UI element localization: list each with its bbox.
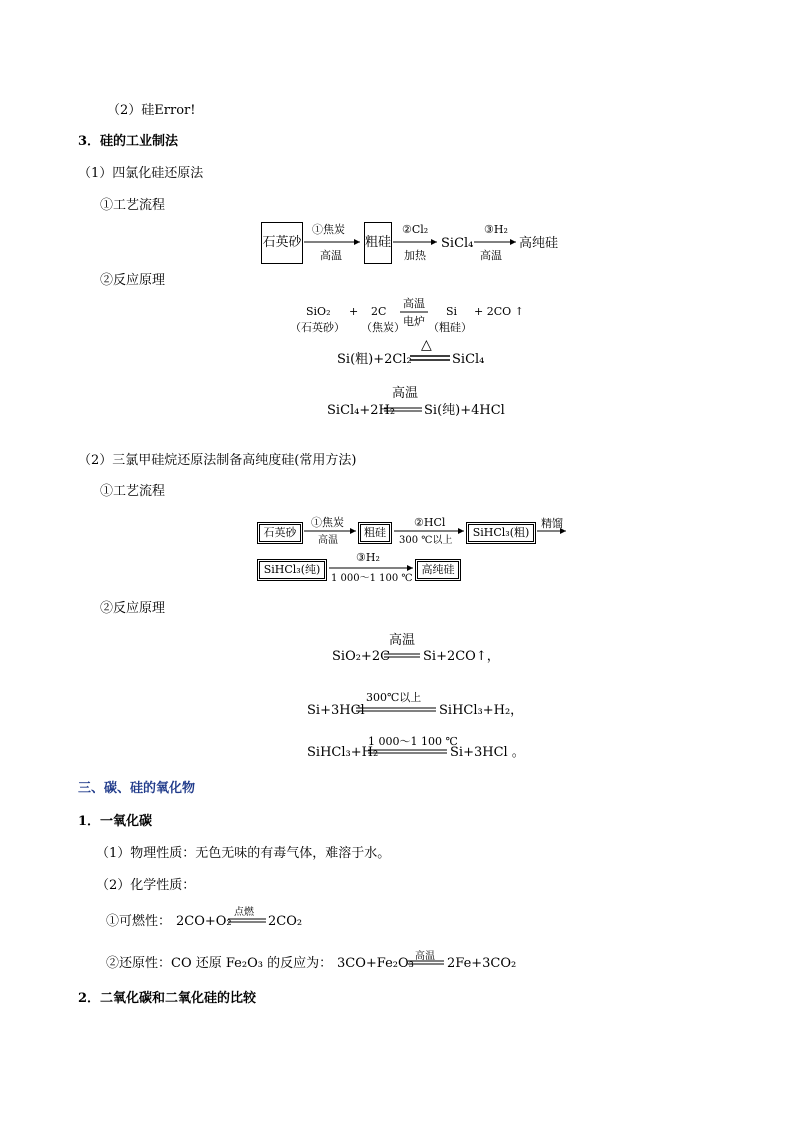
r1-plus: + (349, 305, 359, 318)
flow2-distill-label: 精馏 (541, 517, 563, 530)
flow2-box-pure-si: 高纯硅 (417, 561, 459, 579)
co-red-cond: 高温 (415, 951, 435, 962)
m2-r3-cond: 1 000～1 100 ℃ (368, 735, 458, 748)
m2-r2-left: Si+3HCl (307, 703, 365, 718)
flow1-arrow2-top: ②Cl₂ (402, 223, 429, 236)
flow2-arrow1-top: ①焦炭 (311, 516, 344, 529)
flow1-box-crude-si: 粗硅 (364, 222, 392, 264)
flow1-arrow1-bottom: 高温 (320, 249, 342, 262)
section-3-title: 3．硅的工业制法 (78, 134, 179, 149)
r2-left: Si(粗)+2Cl₂ (337, 352, 412, 367)
r1-2c-sub: （焦炭） (361, 321, 405, 334)
method-2-react-label: ②反应原理 (100, 601, 166, 616)
co-red-right: 2Fe+3CO₂ (447, 956, 517, 971)
co-comb-label: ①可燃性： (106, 914, 172, 929)
flow2-box-sihcl3-pure: SiHCl₃(纯) (259, 561, 325, 579)
m2-r1-cond: 高温 (389, 633, 416, 648)
r1-si-sub: （粗硅） (428, 321, 472, 334)
method-2-flow-label: ①工艺流程 (100, 484, 166, 499)
co-comb-right: 2CO₂ (268, 914, 303, 929)
section-oxides-title: 三、碳、硅的氧化物 (78, 781, 196, 796)
co-chemical: （2）化学性质： (96, 878, 196, 893)
flow2-arrow1-bottom: 高温 (318, 535, 338, 546)
flow2-arrow4-top: ③H₂ (356, 551, 380, 564)
r1-2c: 2C (371, 305, 387, 318)
r2-right: SiCl₄ (452, 352, 485, 367)
co-comb-cond: 点燃 (234, 907, 254, 918)
flow1-arrow2-bottom: 加热 (404, 249, 426, 262)
co-red-label: ②还原性：CO 还原 Fe₂O₃ 的反应为： (106, 956, 333, 971)
comparison-title: 2．二氧化碳和二氧化硅的比较 (78, 991, 257, 1006)
method-1-react-label: ②反应原理 (100, 273, 166, 288)
method-1-flow-label: ①工艺流程 (100, 198, 166, 213)
flow2-box-crude-si: 粗硅 (360, 524, 390, 542)
flow2-arrow4-bottom: 1 000～1 100 ℃ (331, 573, 413, 584)
m2-r1-right: Si+2CO↑， (423, 649, 500, 664)
flow1-arrow3-bottom: 高温 (480, 249, 502, 262)
m2-r3-right: Si+3HCl 。 (450, 745, 525, 760)
flow2-arrow2-bottom: 300 ℃以上 (399, 535, 453, 546)
r3-cond: 高温 (392, 386, 419, 401)
r3-right: Si(纯)+4HCl (424, 403, 505, 418)
m2-r2-right: SiHCl₃+H₂， (439, 703, 524, 718)
co-title: 1．一氧化碳 (78, 814, 153, 829)
co-comb-left: 2CO+O₂ (176, 914, 232, 929)
si-item-2: （2）硅Error! (107, 103, 196, 118)
flow2-box-quartz: 石英砂 (259, 524, 301, 542)
m2-r3-left: SiHCl₃+H₂ (307, 745, 379, 760)
flow1-box-quartz: 石英砂 (261, 222, 303, 264)
flow1-arrow3-top: ③H₂ (484, 223, 508, 236)
flow1-pure-si: 高纯硅 (519, 236, 559, 251)
r1-cond-top: 高温 (403, 297, 425, 310)
r3-left: SiCl₄+2H₂ (327, 403, 396, 418)
flow2-box-sihcl3-crude: SiHCl₃(粗) (468, 524, 534, 542)
co-red-left: 3CO+Fe₂O₃ (337, 956, 414, 971)
r1-si: Si (446, 305, 458, 318)
m2-r2-cond: 300℃以上 (366, 691, 422, 704)
method-2-title: （2）三氯甲硅烷还原法制备高纯度硅(常用方法) (78, 453, 357, 468)
flow1-arrow1-top: ①焦炭 (312, 223, 345, 236)
flow2-arrow2-top: ②HCl (414, 516, 446, 529)
r2-heat-symbol: △ (421, 337, 432, 353)
r1-cond-bottom: 电炉 (403, 315, 425, 328)
r1-co: + 2CO ↑ (474, 305, 524, 318)
r1-sio2-sub: （石英砂） (290, 321, 345, 334)
m2-r1-left: SiO₂+2C (332, 649, 391, 664)
r1-sio2: SiO₂ (306, 305, 331, 318)
flow1-sicl4: SiCl₄ (441, 236, 474, 251)
method-1-title: （1）四氯化硅还原法 (78, 166, 204, 181)
co-physical: （1）物理性质：无色无味的有毒气体，难溶于水。 (96, 846, 391, 861)
